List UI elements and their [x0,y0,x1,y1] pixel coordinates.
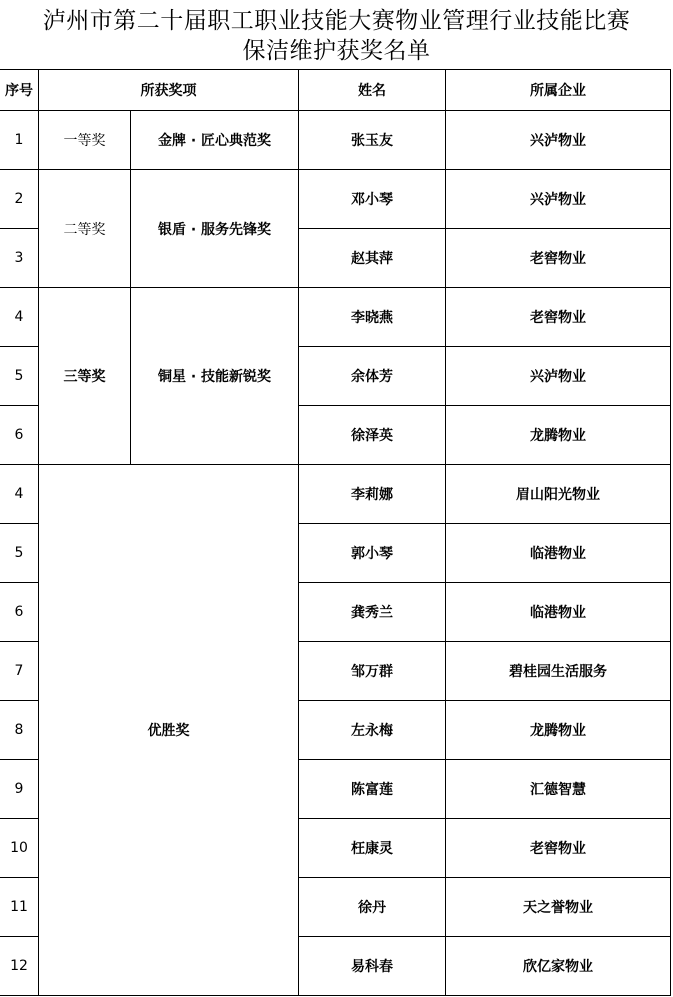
row-name: 徐泽英 [299,406,446,465]
row-name: 徐丹 [299,878,446,937]
award-level-second: 二等奖 [39,170,131,288]
row-company: 汇德智慧 [446,760,671,819]
award-title-third: 铜星 · 技能新锐奖 [131,288,299,465]
row-no: 10 [0,819,39,878]
row-company: 眉山阳光物业 [446,465,671,524]
row-no: 8 [0,701,39,760]
row-company: 欣亿家物业 [446,937,671,996]
row-name: 陈富莲 [299,760,446,819]
row-no: 6 [0,406,39,465]
table-row [0,288,671,347]
row-name: 邹万群 [299,642,446,701]
row-company: 龙腾物业 [446,701,671,760]
row-company: 兴泸物业 [446,347,671,406]
table-row [0,465,671,524]
table-row [0,170,671,229]
row-name: 李莉娜 [299,465,446,524]
row-name: 易科春 [299,937,446,996]
row-no: 5 [0,347,39,406]
row-no: 3 [0,229,39,288]
row-no: 7 [0,642,39,701]
row-no: 5 [0,524,39,583]
row-company: 碧桂园生活服务 [446,642,671,701]
row-no: 2 [0,170,39,229]
row-name: 左永梅 [299,701,446,760]
row-name: 李晓燕 [299,288,446,347]
header-no: 序号 [0,70,39,111]
award-excellence: 优胜奖 [39,465,299,996]
row-no: 4 [0,288,39,347]
row-no: 9 [0,760,39,819]
award-level-first: 一等奖 [39,111,131,170]
header-award: 所获奖项 [39,70,299,111]
row-no: 11 [0,878,39,937]
row-company: 兴泸物业 [446,170,671,229]
row-name: 龚秀兰 [299,583,446,642]
award-table [0,69,671,996]
header-name: 姓名 [299,70,446,111]
award-title-second: 银盾 · 服务先锋奖 [131,170,299,288]
row-company: 临港物业 [446,583,671,642]
row-name: 张玉友 [299,111,446,170]
row-company: 老窖物业 [446,288,671,347]
row-name: 余体芳 [299,347,446,406]
row-company: 龙腾物业 [446,406,671,465]
row-no: 6 [0,583,39,642]
document-subtitle: 保洁维护获奖名单 [242,38,431,64]
header-company: 所属企业 [446,70,671,111]
row-no: 4 [0,465,39,524]
row-company: 天之誉物业 [446,878,671,937]
table-row [0,111,671,170]
row-company: 兴泸物业 [446,111,671,170]
row-company: 老窖物业 [446,819,671,878]
row-name: 枉康灵 [299,819,446,878]
row-company: 临港物业 [446,524,671,583]
table-header-row [0,70,671,111]
document-title: 泸州市第二十届职工职业技能大赛物业管理行业技能比赛 [42,8,631,34]
row-name: 赵其萍 [299,229,446,288]
row-no: 1 [0,111,39,170]
row-name: 邓小琴 [299,170,446,229]
award-level-third: 三等奖 [39,288,131,465]
row-name: 郭小琴 [299,524,446,583]
row-no: 12 [0,937,39,996]
award-title-first: 金牌 · 匠心典范奖 [131,111,299,170]
row-company: 老窖物业 [446,229,671,288]
